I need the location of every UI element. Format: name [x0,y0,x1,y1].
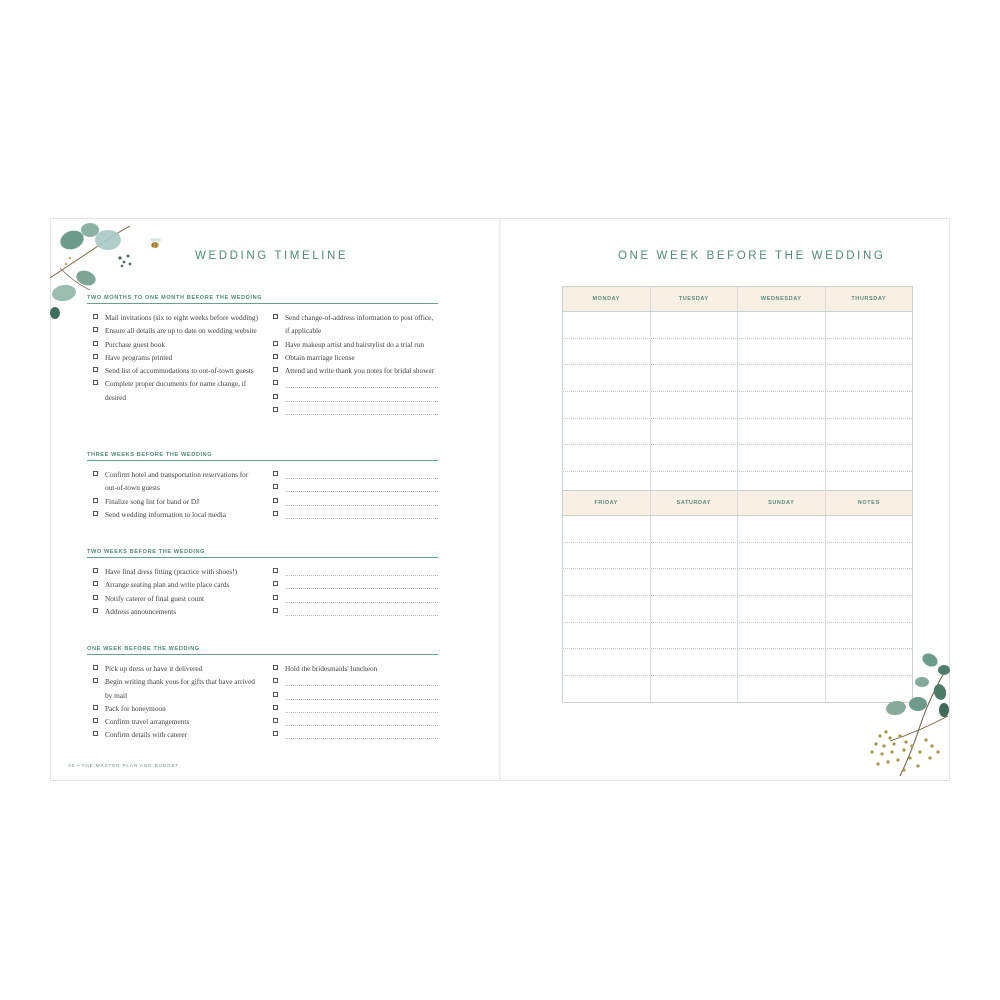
blank-checklist-line[interactable] [273,495,438,508]
page-title: WEDDING TIMELINE [195,250,349,262]
table-row[interactable] [563,543,912,570]
blank-checklist-line[interactable] [273,578,438,591]
left-page [50,218,500,781]
section-heading: TWO MONTHS TO ONE MONTH BEFORE THE WEDDING [87,295,438,304]
checkbox[interactable] [93,354,98,359]
checklist-item[interactable]: Purchase guest book [93,338,261,351]
table-row[interactable] [563,365,912,392]
checkbox[interactable] [273,471,278,476]
checklist-item[interactable]: Attend and write thank you notes for bridal shower [273,364,438,377]
table-row[interactable] [563,596,912,623]
checkbox[interactable] [273,354,278,359]
table-body[interactable] [563,312,912,498]
checkbox[interactable] [93,511,98,516]
table-row[interactable] [563,392,912,419]
checklist-item[interactable]: Confirm details with caterer [93,728,261,741]
checkbox[interactable] [273,314,278,319]
checklist-item[interactable]: Have makeup artist and hairstylist do a trial run [273,338,438,351]
checklist-item[interactable]: Pack for honeymoon [93,702,261,715]
table-row[interactable] [563,569,912,596]
checklist-item[interactable]: Finalize song list for band or DJ [93,495,261,508]
checklist-item[interactable]: Obtain marriage license [273,351,438,364]
checkbox[interactable] [273,595,278,600]
table-header-row [563,491,912,516]
checkbox[interactable] [93,471,98,476]
checkbox[interactable] [273,705,278,710]
column-header-tuesday: TUESDAY [651,287,739,311]
checkbox[interactable] [273,692,278,697]
column-header-wednesday: WEDNESDAY [738,287,826,311]
column-header-notes: NOTES [857,500,880,506]
checkbox[interactable] [93,731,98,736]
blank-checklist-line[interactable] [273,481,438,494]
blank-checklist-line[interactable] [273,391,438,404]
timeline-section [87,549,438,616]
checkbox[interactable] [93,568,98,573]
blank-checklist-line[interactable] [273,377,438,390]
checkbox[interactable] [93,665,98,670]
blank-checklist-line[interactable] [273,702,438,715]
blank-checklist-line[interactable] [273,592,438,605]
table-row[interactable] [563,419,912,446]
page-footer: 36 • THE MASTER PLAN AND BUDGET [68,763,180,768]
checkbox[interactable] [93,608,98,613]
checkbox[interactable] [273,511,278,516]
checklist-item[interactable]: Ensure all details are up to date on wedding website [93,324,261,337]
blank-checklist-line[interactable] [273,605,438,618]
table-row[interactable] [563,445,912,472]
column-header-monday: MONDAY [563,287,651,311]
checkbox[interactable] [93,367,98,372]
checkbox[interactable] [93,327,98,332]
checklist-item[interactable]: Send list of accommodations to out-of-town guests [93,364,261,377]
checkbox[interactable] [93,314,98,319]
checkbox[interactable] [273,498,278,503]
checkbox[interactable] [93,705,98,710]
checkbox[interactable] [93,595,98,600]
checklist-item[interactable]: Hold the bridesmaids' luncheon [273,662,438,675]
checklist-item[interactable]: Begin writing thank yous for gifts that have arrived by mail [93,675,261,702]
checkbox[interactable] [273,484,278,489]
checkbox[interactable] [273,380,278,385]
checkbox[interactable] [93,581,98,586]
blank-checklist-line[interactable] [273,508,438,521]
blank-checklist-line[interactable] [273,689,438,702]
blank-checklist-line[interactable] [273,565,438,578]
column-header-sunday: SUNDAY [738,491,826,515]
checkbox[interactable] [93,341,98,346]
checkbox[interactable] [93,498,98,503]
checkbox[interactable] [273,568,278,573]
table-row[interactable] [563,339,912,366]
checkbox[interactable] [273,731,278,736]
checkbox[interactable] [93,678,98,683]
checklist-item[interactable]: Mail invitations (six to eight weeks before wedding) [93,311,261,324]
checkbox[interactable] [273,581,278,586]
section-heading: TWO WEEKS BEFORE THE WEDDING [87,549,438,558]
checklist-item[interactable]: Complete proper documents for name change, if desired [93,377,261,404]
checkbox[interactable] [273,341,278,346]
checkbox[interactable] [273,367,278,372]
blank-checklist-line[interactable] [273,468,438,481]
checklist-item[interactable]: Send change-of-address information to post office, if applicable [273,311,438,338]
table-header-row [563,287,912,312]
column-header-friday: FRIDAY [563,491,651,515]
checklist-item[interactable]: Notify caterer of final guest count [93,592,261,605]
right-page [500,218,950,781]
checkbox[interactable] [273,394,278,399]
checkbox[interactable] [273,678,278,683]
checklist-item[interactable]: Confirm hotel and transportation reservations for out-of-town guests [93,468,261,495]
weekly-planner-table-top [562,286,913,499]
table-row[interactable] [563,312,912,339]
checklist-item[interactable]: Send wedding information to local media [93,508,261,521]
column-header-saturday: SATURDAY [651,491,739,515]
eucalyptus-illustration-bottom-right [860,646,950,781]
checkbox[interactable] [273,718,278,723]
page-title: ONE WEEK BEFORE THE WEDDING [618,250,886,262]
checkbox[interactable] [93,380,98,385]
checklist-item[interactable]: Confirm travel arrangements [93,715,261,728]
section-heading: THREE WEEKS BEFORE THE WEDDING [87,452,438,461]
timeline-section [87,295,438,402]
bee-icon [147,236,163,250]
blank-checklist-line[interactable] [273,404,438,417]
blank-checklist-line[interactable] [273,675,438,688]
checklist-item[interactable]: Arrange seating plan and write place cards [93,578,261,591]
column-header-thursday: THURSDAY [851,296,887,302]
checkbox[interactable] [93,718,98,723]
checkbox[interactable] [273,407,278,412]
checklist-item[interactable]: Have programs printed [93,351,261,364]
timeline-section [87,646,438,740]
checklist-item[interactable]: Have final dress fitting (practice with shoes!) [93,565,261,578]
checkbox[interactable] [273,608,278,613]
timeline-section [87,452,438,519]
checklist-item[interactable]: Address announcements [93,605,261,618]
table-row[interactable] [563,516,912,543]
blank-checklist-line[interactable] [273,728,438,741]
section-heading: ONE WEEK BEFORE THE WEDDING [87,646,438,655]
checklist-item[interactable]: Pick up dress or have it delivered [93,662,261,675]
checkbox[interactable] [273,665,278,670]
blank-checklist-line[interactable] [273,715,438,728]
